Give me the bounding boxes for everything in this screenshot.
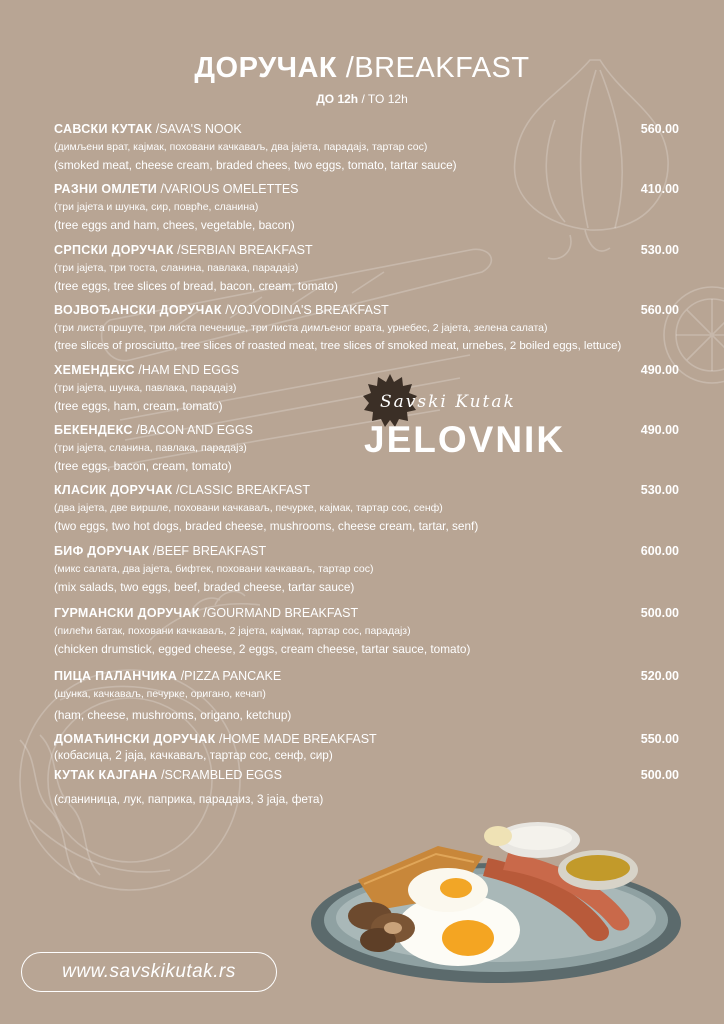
item-name-sr: ХЕМЕНДЕКС: [54, 363, 135, 377]
item-price: 550.00: [640, 732, 679, 746]
item-name-en: /VARIOUS OMELETTES: [160, 182, 299, 196]
menu-item-various-omelettes: [54, 180, 684, 234]
title-serbian: ДОРУЧАК: [194, 52, 338, 84]
item-desc-sr: (три јајета и шунка, сир, поврће, сланина): [54, 201, 259, 213]
item-desc-sr: (три јајета, сланина, павлака, парадајз): [54, 442, 247, 454]
item-price: 560.00: [640, 122, 679, 136]
item-name-en: /VOJVODINA'S BREAKFAST: [225, 303, 389, 317]
item-name-en: /SERBIAN BREAKFAST: [177, 243, 313, 257]
item-name-sr: КУТАК КАЈГАНА: [54, 768, 158, 782]
item-name-en: /SCRAMBLED EGGS: [161, 768, 282, 782]
subtitle-english: / TO 12h: [361, 92, 408, 106]
item-desc-sr: (три јајета, три тоста, сланина, павлака, парадајз): [54, 262, 299, 274]
item-desc-en: (chicken drumstick, egged cheese, 2 eggs, cream cheese, tartar sauce, tomato): [54, 642, 471, 656]
item-price: 410.00: [640, 182, 679, 196]
item-desc-sr: (димљени врат, кајмак, поховани качкаваљ, два јајета, парадајз, тартар сос): [54, 141, 428, 153]
item-desc-en: (smoked meat, cheese cream, braded chees, two eggs, tomato, tartar sauce): [54, 158, 457, 172]
page-subtitle: [0, 92, 724, 106]
item-price: 520.00: [640, 669, 679, 683]
page-title: [0, 52, 724, 85]
item-desc-sr: (кобасица, 2 јаја, качкаваљ, тартар сос, сенф, сир): [54, 748, 333, 762]
item-name-sr: ДОМАЋИНСКИ ДОРУЧАК: [54, 732, 216, 746]
menu-item-classic-breakfast: [54, 481, 684, 535]
item-name-en: /SAVA'S NOOK: [155, 122, 242, 136]
logo-jelovnik-text: JELOVNIK: [364, 419, 566, 460]
item-price: 500.00: [640, 768, 679, 782]
subtitle-serbian: ДО 12h: [316, 92, 359, 106]
menu-item-pizza-pancake: [54, 667, 684, 724]
item-price: 490.00: [640, 423, 679, 437]
item-desc-sr: (пилећи батак, поховани качкаваљ, 2 јајета, кајмак, тартар сос, парадајз): [54, 625, 411, 637]
item-name-en: /GOURMAND BREAKFAST: [203, 606, 359, 620]
item-desc-en: (two eggs, two hot dogs, braded cheese, mushrooms, cheese cream, tartar, senf): [54, 519, 479, 533]
item-desc-sr: (три јајета, шунка, павлака, парадајз): [54, 382, 237, 394]
item-price: 530.00: [640, 483, 679, 497]
item-name-en: /HOME MADE BREAKFAST: [219, 732, 377, 746]
item-price: 560.00: [640, 303, 679, 317]
menu-item-vojvodina-breakfast: [54, 301, 684, 355]
item-price: 490.00: [640, 363, 679, 377]
item-price: 530.00: [640, 243, 679, 257]
logo-script-text: Savski Kutak: [380, 392, 516, 412]
item-name-sr: СРПСКИ ДОРУЧАК: [54, 243, 174, 257]
breakfast-plate-image: [308, 818, 690, 988]
item-name-sr: БИФ ДОРУЧАК: [54, 544, 150, 558]
item-desc-en: (tree eggs, tree slices of bread, bacon, cream, tomato): [54, 279, 338, 293]
item-name-en: /HAM END EGGS: [138, 363, 240, 377]
item-desc-en: (ham, cheese, mushrooms, origano, ketchup): [54, 708, 292, 722]
menu-item-scrambled-eggs: [54, 766, 684, 808]
item-desc-sr: (три листа пршуте, три листа печенице, три листа димљеног врата, урнебес, 2 јајета, зелена салата): [54, 322, 548, 334]
savski-kutak-logo: [362, 372, 572, 462]
item-desc-en: (mix salads, two eggs, beef, braded cheese, tartar sauce): [54, 580, 355, 594]
item-desc-sr: (сланиница, лук, паприка, парадаиз, 3 јаја, фета): [54, 792, 324, 806]
item-price: 500.00: [640, 606, 679, 620]
item-name-en: /BEEF BREAKFAST: [152, 544, 267, 558]
item-name-sr: ВОЈВОЂАНСКИ ДОРУЧАК: [54, 303, 222, 317]
title-english: /BREAKFAST: [345, 52, 530, 84]
item-desc-en: (tree eggs and ham, chees, vegetable, bacon): [54, 218, 295, 232]
item-name-sr: КЛАСИК ДОРУЧАК: [54, 483, 173, 497]
item-name-en: /BACON AND EGGS: [136, 423, 253, 437]
item-name-sr: САВСКИ КУТАК: [54, 122, 153, 136]
item-desc-sr: (микс салата, два јајета, бифтек, поховани качкаваљ, тартар сос): [54, 563, 374, 575]
item-desc-sr: (два јајета, две виршле, поховани качкаваљ, печурке, кајмак, тартар сос, сенф): [54, 502, 443, 514]
item-name-sr: БЕКЕНДЕКС: [54, 423, 133, 437]
item-name-sr: ГУРМАНСКИ ДОРУЧАК: [54, 606, 200, 620]
item-desc-sr: (шунка, качкаваљ, печурке, оригано, кечап): [54, 688, 266, 700]
menu-item-home-made-breakfast: [54, 730, 684, 762]
item-desc-en: (tree eggs, bacon, cream, tomato): [54, 459, 232, 473]
item-name-en: /CLASSIC BREAKFAST: [175, 483, 311, 497]
menu-item-gourmand-breakfast: [54, 604, 684, 658]
item-price: 600.00: [640, 544, 679, 558]
website-link[interactable]: www.savskikutak.rs: [21, 952, 277, 992]
item-name-sr: РАЗНИ ОМЛЕТИ: [54, 182, 158, 196]
item-desc-en: (tree eggs, ham, cream, tomato): [54, 399, 223, 413]
item-desc-en: (tree slices of prosciutto, tree slices of roasted meat, tree slices of smoked meat, urnebes, 2 boiled eggs, lettuce): [54, 340, 622, 352]
menu-item-savas-nook: [54, 120, 684, 174]
menu-item-beef-breakfast: [54, 542, 684, 596]
item-name-sr: ПИЦА ПАЛАНЧИКА: [54, 669, 178, 683]
item-name-en: /PIZZA PANCAKE: [180, 669, 282, 683]
menu-item-serbian-breakfast: [54, 241, 684, 295]
